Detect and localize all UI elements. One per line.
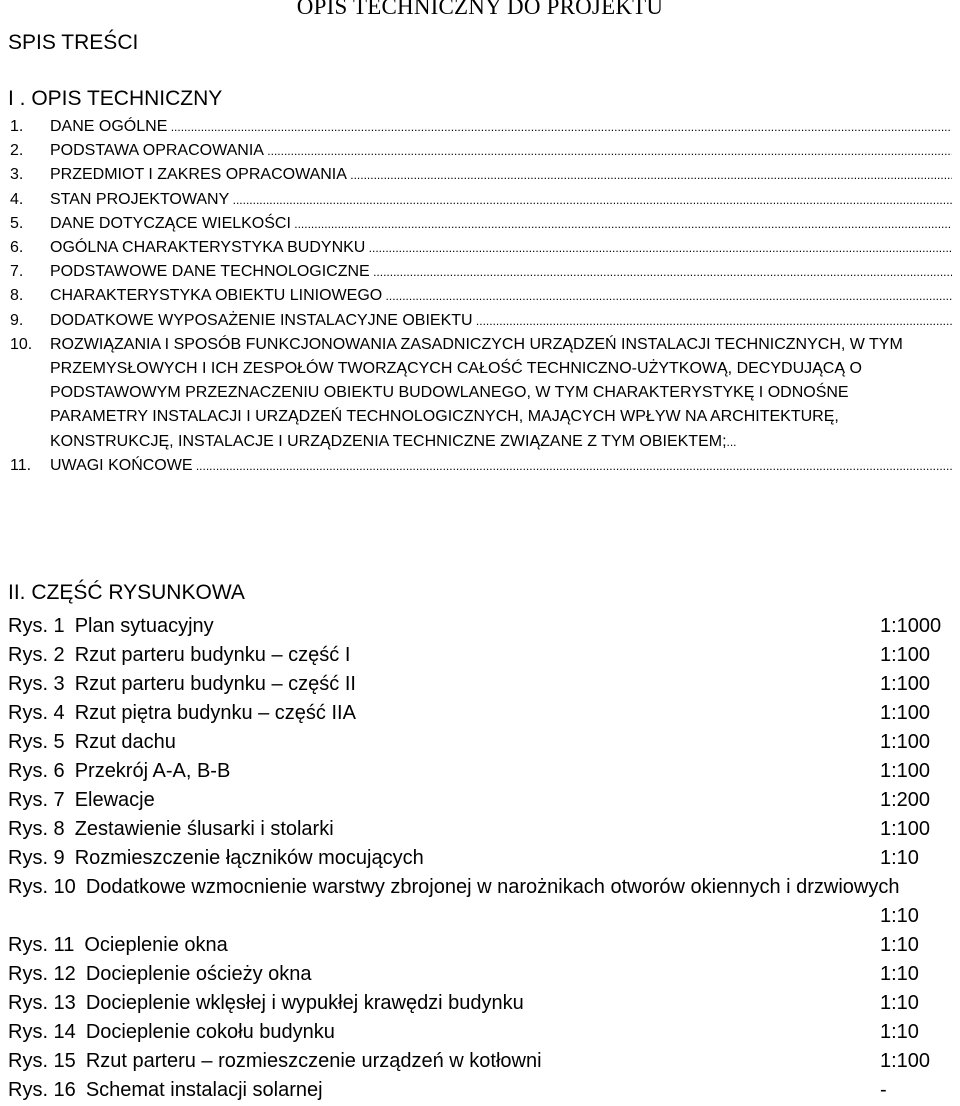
drawing-row[interactable] [8,1076,940,1105]
drawing-label [8,670,356,699]
drawing-label [8,873,900,902]
drawing-number: Rys. 14 [8,1021,76,1043]
drawing-row[interactable] [8,641,940,670]
toc-item-number: 9. [10,311,24,329]
drawings-list [8,612,940,1105]
toc-item-line: PODSTAWOWYM PRZEZNACZENIU OBIEKTU BUDOWLANEGO, W TYM CHARAKTERYSTYKĘ I ODNOŚNE [50,384,849,402]
drawing-row[interactable] [8,670,940,699]
toc-item[interactable] [10,139,952,163]
toc-item[interactable] [10,115,952,139]
drawing-name: Rzut piętra budynku – część IIA [74,702,356,724]
drawing-number: Rys. 16 [8,1079,76,1101]
drawing-scale: 1:10 [880,1021,919,1043]
drawing-row[interactable] [8,873,940,931]
drawing-name: Ocieplenie okna [84,934,228,956]
drawing-label [8,815,334,844]
toc-item-label: PRZEDMIOT I ZAKRES OPRACOWANIA ..... [50,163,952,187]
drawing-number: Rys. 4 [8,702,65,724]
drawing-row[interactable] [8,699,940,728]
drawing-name: Rozmieszczenie łączników mocujących [74,847,424,869]
drawing-name: Schemat instalacji solarnej [85,1079,323,1101]
toc-item-number: 3. [10,166,24,184]
drawing-number: Rys. 2 [8,644,65,666]
drawing-name: Zestawienie ślusarki i stolarki [74,818,334,840]
drawing-scale: 1:100 [880,818,931,840]
drawing-number: Rys. 11 [8,934,75,956]
drawing-row[interactable] [8,931,940,960]
drawing-scale: 1:10 [880,963,919,985]
toc-item[interactable] [10,188,952,212]
drawing-scale: 1:100 [880,731,931,753]
toc-item[interactable] [10,454,952,478]
drawing-scale: 1:100 [880,673,931,695]
toc-item[interactable] [10,212,952,236]
drawing-label [8,1018,335,1047]
toc-item-label: DODATKOWE WYPOSAŻENIE INSTALACYJNE OBIEKTU ..... [50,309,952,333]
drawing-name: Docieplenie wklęsłej i wypukłej krawędzi budynku [85,992,524,1014]
drawing-label [8,728,176,757]
drawing-label [8,1047,542,1076]
toc-item-label: DANE OGÓLNE ..... [50,115,952,139]
toc-item-number: 4. [10,190,24,208]
toc-item-label: PODSTAWA OPRACOWANIA ..... [50,139,952,163]
drawing-label [8,1076,323,1105]
drawing-number: Rys. 1 [8,615,65,637]
toc-title: SPIS TREŚCI [8,31,139,54]
section-1-title: I . OPIS TECHNICZNY [8,87,223,110]
drawing-row[interactable] [8,612,940,641]
toc-item-label: OGÓLNA CHARAKTERYSTYKA BUDYNKU ..... [50,236,952,260]
drawing-row[interactable] [8,728,940,757]
drawing-row[interactable] [8,1018,940,1047]
toc-item-label: CHARAKTERYSTYKA OBIEKTU LINIOWEGO ..... [50,284,952,308]
drawing-row[interactable] [8,1047,940,1076]
drawing-row[interactable] [8,844,940,873]
drawing-name: Docieplenie ościeży okna [85,963,312,985]
drawing-label [8,641,350,670]
toc-item-line: PRZEMYSŁOWYCH I ICH ZESPOŁÓW TWORZĄCYCH CAŁOŚĆ TECHNICZNO-UŻYTKOWĄ, DECYDUJĄCĄ O [50,360,862,378]
drawing-scale: 1:1000 [880,615,942,637]
drawing-label [8,989,524,1018]
drawing-scale: 1:10 [880,992,919,1014]
drawing-label [8,786,155,815]
drawing-number: Rys. 13 [8,992,76,1014]
drawing-name: Rzut parteru – rozmieszczenie urządzeń w kotłowni [85,1050,542,1072]
section-2-title: II. CZĘŚĆ RYSUNKOWA [8,581,245,604]
drawing-name: Elewacje [74,789,155,811]
toc-item-label: UWAGI KOŃCOWE ..... [50,454,952,478]
drawing-scale: 1:10 [880,934,919,956]
drawing-number: Rys. 3 [8,673,65,695]
toc-item-line: KONSTRUKCJĘ, INSTALACJE I URZĄDZENIA TECHNICZNE ZWIĄZANE Z TYM OBIEKTEM; [50,432,727,450]
toc-item-number: 7. [10,263,24,281]
drawing-name: Plan sytuacyjny [74,615,214,637]
drawing-row[interactable] [8,989,940,1018]
drawing-label [8,612,214,641]
toc-item-number: 5. [10,214,24,232]
toc-item-line: PARAMETRY INSTALACJI I URZĄDZEŃ TECHNOLOGICZNYCH, MAJĄCYCH WPŁYW NA ARCHITEKTURĘ, [50,408,839,426]
drawing-scale: 1:100 [880,1050,931,1072]
toc-item[interactable] [10,260,952,284]
toc-item-label: DANE DOTYCZĄCE WIELKOŚCI ..... [50,212,952,236]
toc-item-line: ROZWIĄZANIA I SPOSÓB FUNKCJONOWANIA ZASADNICZYCH URZĄDZEŃ INSTALACJI TECHNICZNYCH, W TYM [50,335,903,353]
drawing-label [8,931,228,960]
drawing-scale: 1:10 [880,905,919,927]
drawing-number: Rys. 6 [8,760,65,782]
drawing-row[interactable] [8,786,940,815]
toc-item-number: 8. [10,287,24,305]
toc-item-number: 10. [10,335,33,353]
toc-item-label: PODSTAWOWE DANE TECHNOLOGICZNE ..... [50,260,952,284]
drawing-label [8,757,230,786]
drawing-number: Rys. 5 [8,731,65,753]
drawing-row[interactable] [8,960,940,989]
drawing-label [8,960,312,989]
drawing-name: Rzut parteru budynku – część II [74,673,356,695]
drawing-number: Rys. 12 [8,963,76,985]
drawing-number: Rys. 9 [8,847,65,869]
toc-item[interactable] [10,309,952,333]
drawing-name: Dodatkowe wzmocnienie warstwy zbrojonej w narożnikach otworów okiennych i drzwiowych [85,876,900,898]
drawing-name: Rzut parteru budynku – część I [74,644,351,666]
toc-leader-dots: ... [726,434,737,449]
drawing-number: Rys. 10 [8,876,76,898]
drawing-name: Rzut dachu [74,731,176,753]
toc-item-number: 2. [10,142,24,160]
toc-item-number: 11. [10,456,32,474]
toc-item-number: 1. [10,118,24,135]
drawing-number: Rys. 8 [8,818,65,840]
drawing-scale: 1:10 [880,847,919,869]
toc-item-number: 6. [10,239,24,257]
drawing-scale: 1:100 [880,760,931,782]
drawing-row[interactable] [8,815,940,844]
drawing-number: Rys. 15 [8,1050,76,1072]
toc-item[interactable] [10,284,952,308]
document-header: OPIS TECHNICZNY DO PROJEKTU [296,0,664,19]
drawing-row[interactable] [8,757,940,786]
drawing-scale: 1:200 [880,789,931,811]
drawing-number: Rys. 7 [8,789,65,811]
drawing-scale: - [880,1079,887,1101]
drawing-label [8,699,356,728]
drawing-name: Docieplenie cokołu budynku [85,1021,335,1043]
toc-item[interactable] [10,163,952,187]
toc-item-label: STAN PROJEKTOWANY ..... [50,188,952,212]
toc-item-label-multiline [50,333,952,454]
drawing-name: Przekrój A-A, B-B [74,760,231,782]
drawing-scale: 1:100 [880,702,931,724]
drawing-scale: 1:100 [880,644,931,666]
toc-item[interactable] [10,333,952,454]
toc-item[interactable] [10,236,952,260]
drawing-label [8,844,424,873]
table-of-contents [10,115,952,478]
